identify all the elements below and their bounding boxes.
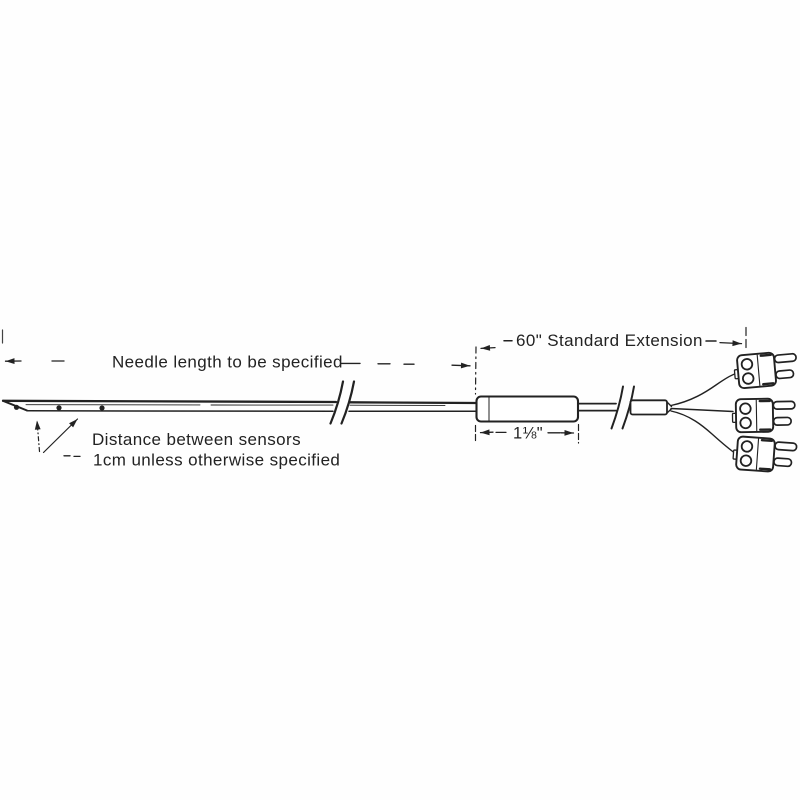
lead-wires: [671, 374, 736, 453]
lead-wire: [671, 409, 733, 412]
connector-plug: [732, 436, 797, 473]
sensor-dot: [99, 405, 104, 410]
needle-probe: [3, 382, 477, 424]
connector-plug: [733, 350, 798, 388]
sensor-distance-label-line1: Distance between sensors: [92, 430, 301, 449]
handle-length-label: 1⅛": [513, 424, 543, 443]
connectors: [732, 350, 798, 473]
dim-standard-extension: [481, 328, 746, 352]
lead-wire: [671, 411, 734, 453]
extension-line-left: [476, 347, 477, 394]
sensor-dot: [14, 405, 19, 410]
connector-plug: [732, 398, 795, 432]
needle-length-label: Needle length to be specified: [112, 352, 343, 372]
dim-handle-length: [476, 425, 579, 444]
dim-needle-length: [6, 347, 477, 394]
sensor-dot: [56, 405, 61, 410]
standard-extension-label: 60" Standard Extension: [516, 331, 703, 350]
cable-ferrule: [631, 400, 668, 414]
sensor-distance-callout: [37, 419, 340, 470]
extension-cable: [578, 387, 672, 429]
probe-handle: [477, 397, 579, 422]
lead-wire: [671, 374, 736, 406]
sensor-distance-label-line2: 1cm unless otherwise specified: [93, 450, 341, 470]
